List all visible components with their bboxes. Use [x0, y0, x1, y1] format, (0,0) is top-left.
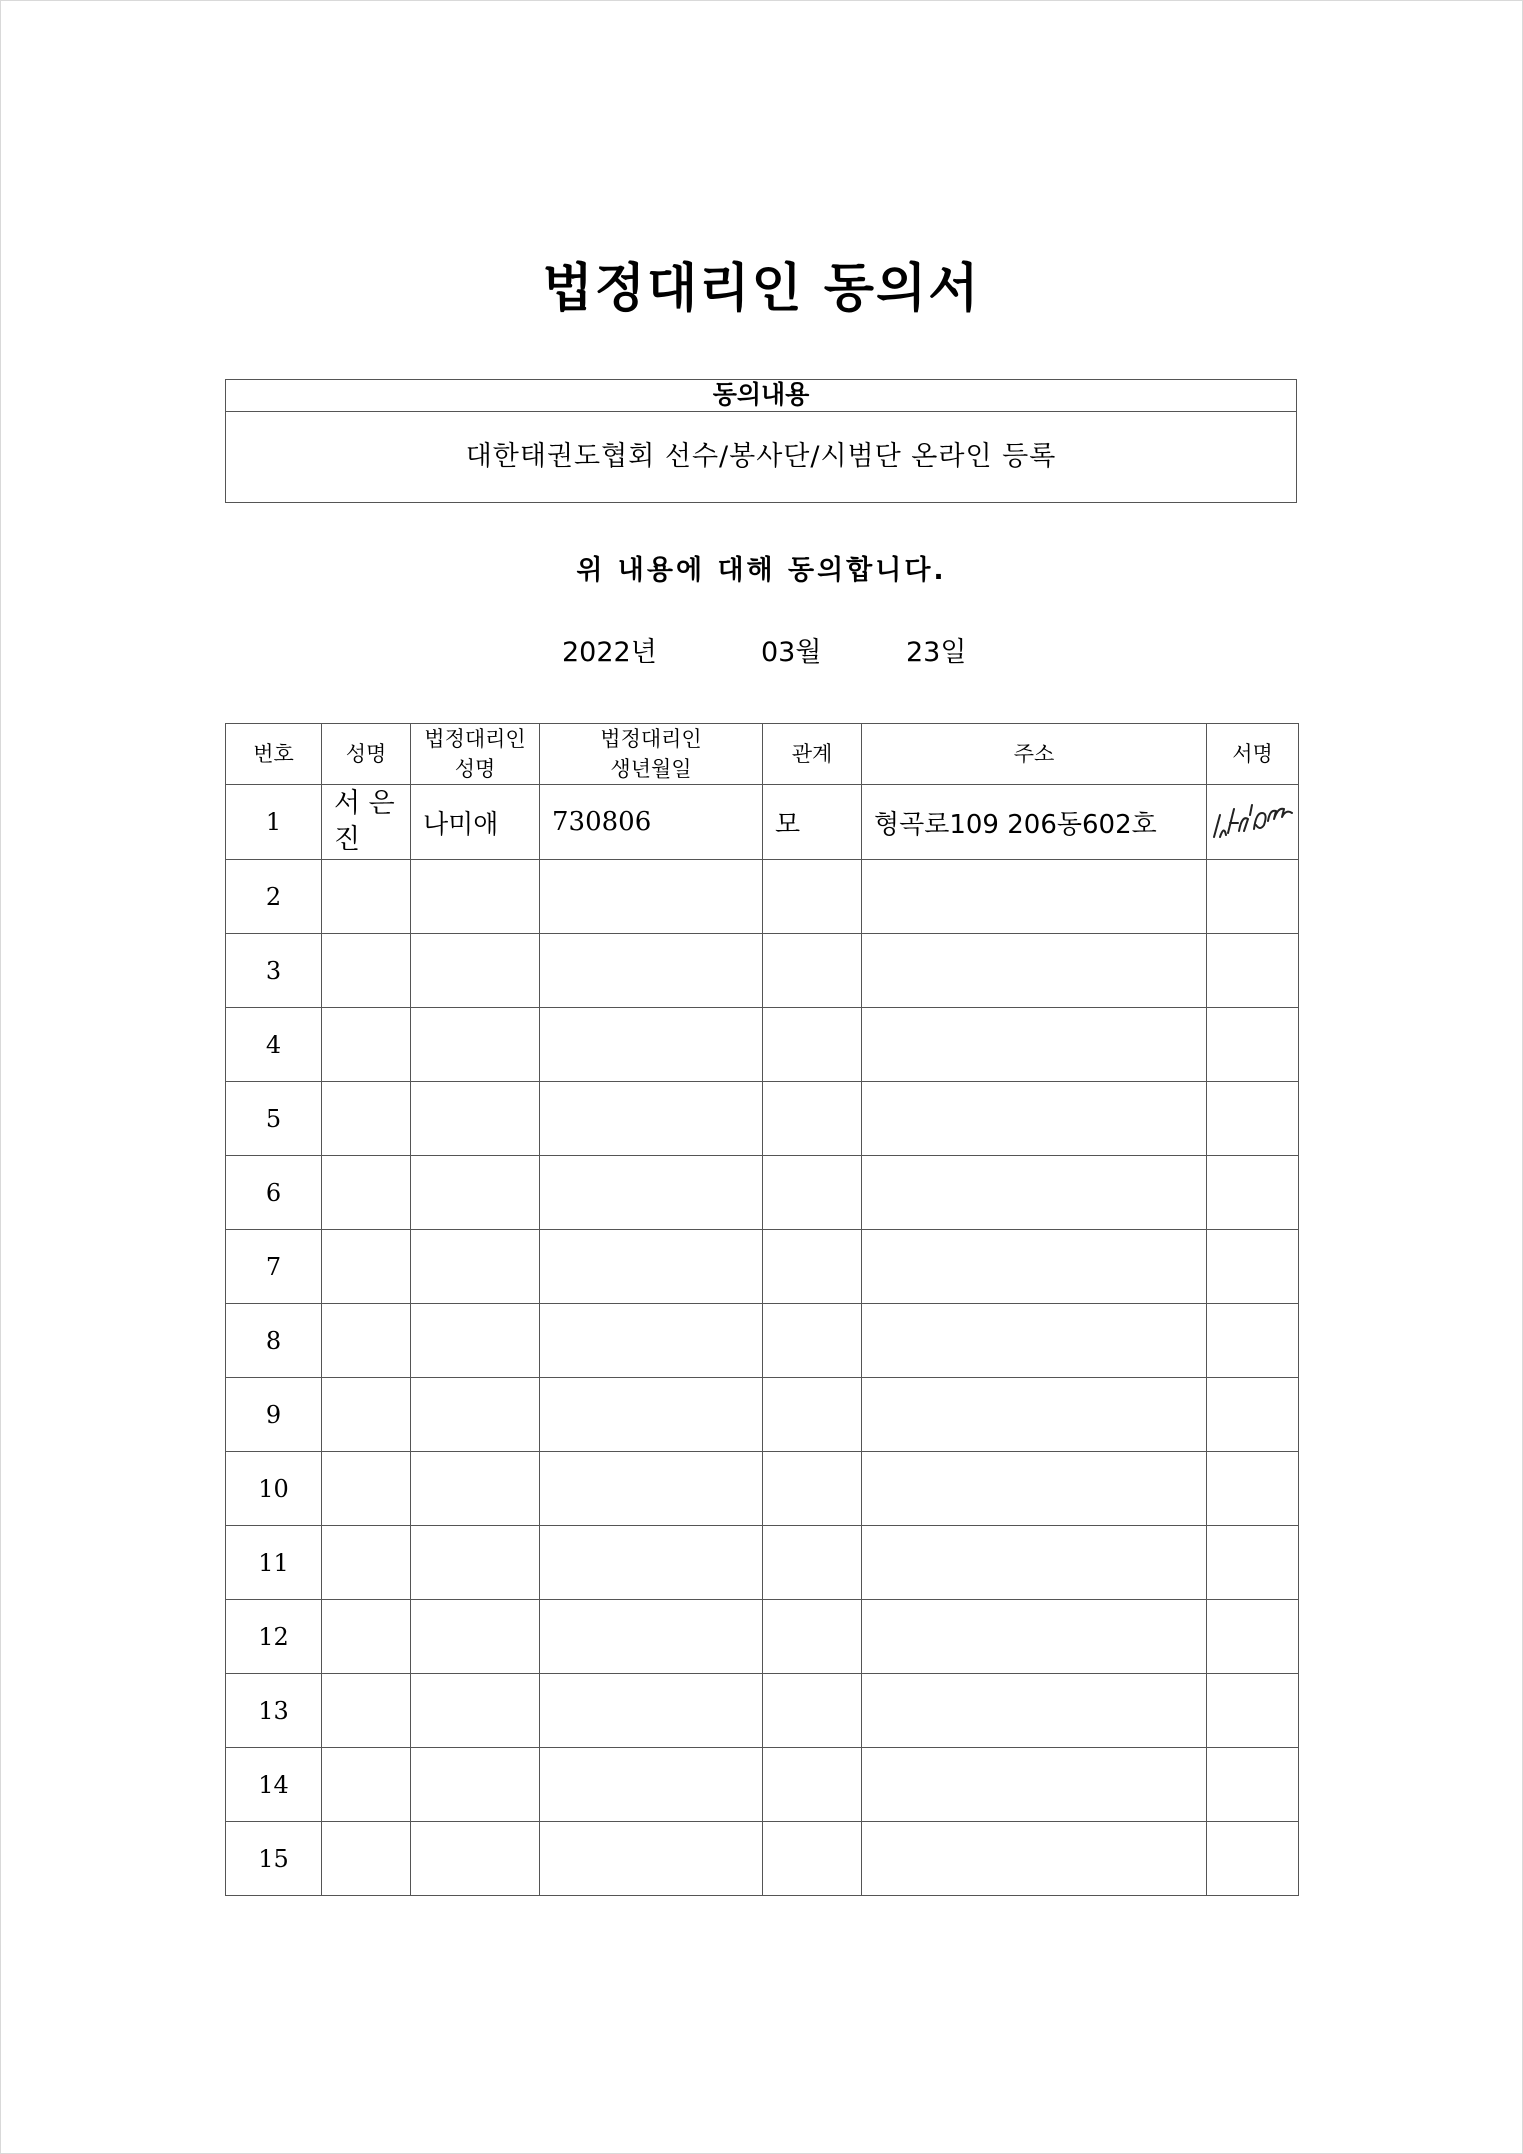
- table-row: [226, 1452, 1299, 1526]
- address: [862, 860, 1207, 934]
- guardian-name: [411, 1674, 540, 1748]
- address: [862, 1748, 1207, 1822]
- address: [862, 1008, 1207, 1082]
- row-number: 14: [226, 1748, 322, 1822]
- participant-name: [322, 1526, 411, 1600]
- address: [862, 934, 1207, 1008]
- address: [862, 1082, 1207, 1156]
- address: [862, 1156, 1207, 1230]
- relation: [763, 1082, 862, 1156]
- table-row: [226, 934, 1299, 1008]
- consent-header: 동의내용: [226, 380, 1296, 412]
- guardian-birthdate: [540, 1378, 763, 1452]
- address: [862, 1600, 1207, 1674]
- relation: [763, 1378, 862, 1452]
- address: [862, 1304, 1207, 1378]
- row-number: 4: [226, 1008, 322, 1082]
- guardian-name: [411, 1008, 540, 1082]
- guardian-name: 나미애: [411, 785, 540, 860]
- guardian-birthdate: [540, 860, 763, 934]
- table-row: [226, 1082, 1299, 1156]
- guardian-name: [411, 1156, 540, 1230]
- signature: [1207, 1600, 1299, 1674]
- guardian-birthdate: [540, 1008, 763, 1082]
- table-row: [226, 1822, 1299, 1896]
- row-number: 15: [226, 1822, 322, 1896]
- table-row: [226, 1304, 1299, 1378]
- header-number: 번호: [226, 724, 322, 785]
- header-address: 주소: [862, 724, 1207, 785]
- participant-name: [322, 1082, 411, 1156]
- relation: [763, 1230, 862, 1304]
- relation: [763, 1304, 862, 1378]
- participant-name: 서 은 진: [322, 785, 411, 860]
- relation: [763, 1748, 862, 1822]
- date-month: 03월: [761, 637, 822, 668]
- guardian-name: [411, 1082, 540, 1156]
- relation: [763, 1452, 862, 1526]
- address: [862, 1378, 1207, 1452]
- guardian-name: [411, 1600, 540, 1674]
- signature: [1207, 1378, 1299, 1452]
- consent-body: 대한태권도협회 선수/봉사단/시범단 온라인 등록: [465, 441, 1057, 472]
- relation: 모: [763, 785, 862, 860]
- address: 형곡로109 206동602호: [862, 785, 1207, 860]
- participant-name: [322, 1304, 411, 1378]
- signature: [1207, 1156, 1299, 1230]
- participant-name: [322, 860, 411, 934]
- header-guardian-name: 법정대리인 성명: [411, 724, 540, 785]
- table-row: [226, 1600, 1299, 1674]
- table-row: [226, 1674, 1299, 1748]
- address: [862, 1674, 1207, 1748]
- guardian-name: [411, 1378, 540, 1452]
- guardian-name: [411, 1452, 540, 1526]
- guardian-name: [411, 1748, 540, 1822]
- guardian-birthdate: [540, 1156, 763, 1230]
- signature: [1207, 1304, 1299, 1378]
- guardian-name: [411, 860, 540, 934]
- table-row: [226, 1156, 1299, 1230]
- row-number: 5: [226, 1082, 322, 1156]
- header-guardian-birth: 법정대리인 생년월일: [540, 724, 763, 785]
- date-year: 2022년: [562, 637, 657, 668]
- row-number: 3: [226, 934, 322, 1008]
- guardian-birthdate: [540, 1822, 763, 1896]
- signature: [1207, 785, 1299, 860]
- guardian-birthdate: [540, 1526, 763, 1600]
- guardian-birthdate: [540, 934, 763, 1008]
- participant-name: [322, 1600, 411, 1674]
- guardian-birthdate: [540, 1748, 763, 1822]
- guardian-birthdate: [540, 1082, 763, 1156]
- guardian-birthdate: 730806: [540, 785, 763, 860]
- guardian-name: [411, 1304, 540, 1378]
- relation: [763, 934, 862, 1008]
- row-number: 12: [226, 1600, 322, 1674]
- participant-name: [322, 1156, 411, 1230]
- row-number: 6: [226, 1156, 322, 1230]
- guardian-birthdate: [540, 1452, 763, 1526]
- guardian-birthdate: [540, 1304, 763, 1378]
- row-number: 10: [226, 1452, 322, 1526]
- guardian-birthdate: [540, 1230, 763, 1304]
- relation: [763, 1008, 862, 1082]
- table-body: [226, 785, 1299, 1896]
- relation: [763, 1822, 862, 1896]
- signature: [1207, 1748, 1299, 1822]
- row-number: 8: [226, 1304, 322, 1378]
- row-number: 2: [226, 860, 322, 934]
- participant-name: [322, 934, 411, 1008]
- participant-name: [322, 1378, 411, 1452]
- relation: [763, 860, 862, 934]
- address: [862, 1452, 1207, 1526]
- address: [862, 1526, 1207, 1600]
- table-row: [226, 1008, 1299, 1082]
- guardian-name: [411, 934, 540, 1008]
- header-name: 성명: [322, 724, 411, 785]
- participant-name: [322, 1452, 411, 1526]
- agreement-statement: 위 내용에 대해 동의합니다.: [576, 555, 947, 586]
- row-number: 9: [226, 1378, 322, 1452]
- participant-name: [322, 1230, 411, 1304]
- header-signature: 서명: [1207, 724, 1299, 785]
- date-day: 23일: [906, 637, 967, 668]
- consent-box: [225, 379, 1297, 503]
- guardian-birthdate: [540, 1600, 763, 1674]
- document-title: 법정대리인 동의서: [542, 259, 981, 319]
- table-row: [226, 1748, 1299, 1822]
- row-number: 7: [226, 1230, 322, 1304]
- participant-name: [322, 1748, 411, 1822]
- guardian-name: [411, 1822, 540, 1896]
- signature-stroke: [1214, 805, 1292, 837]
- address: [862, 1230, 1207, 1304]
- address: [862, 1822, 1207, 1896]
- signature: [1207, 1674, 1299, 1748]
- signature: [1207, 1526, 1299, 1600]
- signature: [1207, 934, 1299, 1008]
- signature: [1207, 1822, 1299, 1896]
- row-number: 13: [226, 1674, 322, 1748]
- table-row: [226, 1526, 1299, 1600]
- table-row: [226, 1378, 1299, 1452]
- relation: [763, 1600, 862, 1674]
- guardian-table: [225, 723, 1299, 1896]
- table-row: [226, 1230, 1299, 1304]
- table-row: [226, 860, 1299, 934]
- header-row: [226, 724, 1299, 785]
- guardian-name: [411, 1230, 540, 1304]
- participant-name: [322, 1674, 411, 1748]
- signature: [1207, 1230, 1299, 1304]
- guardian-birthdate: [540, 1674, 763, 1748]
- row-number: 11: [226, 1526, 322, 1600]
- signature: [1207, 1008, 1299, 1082]
- signature: [1207, 860, 1299, 934]
- handwritten-signature: [1208, 785, 1298, 855]
- signature: [1207, 1452, 1299, 1526]
- header-relation: 관계: [763, 724, 862, 785]
- row-number: 1: [226, 785, 322, 860]
- relation: [763, 1526, 862, 1600]
- relation: [763, 1156, 862, 1230]
- table-row: [226, 785, 1299, 860]
- signature: [1207, 1082, 1299, 1156]
- guardian-name: [411, 1526, 540, 1600]
- participant-name: [322, 1008, 411, 1082]
- participant-name: [322, 1822, 411, 1896]
- relation: [763, 1674, 862, 1748]
